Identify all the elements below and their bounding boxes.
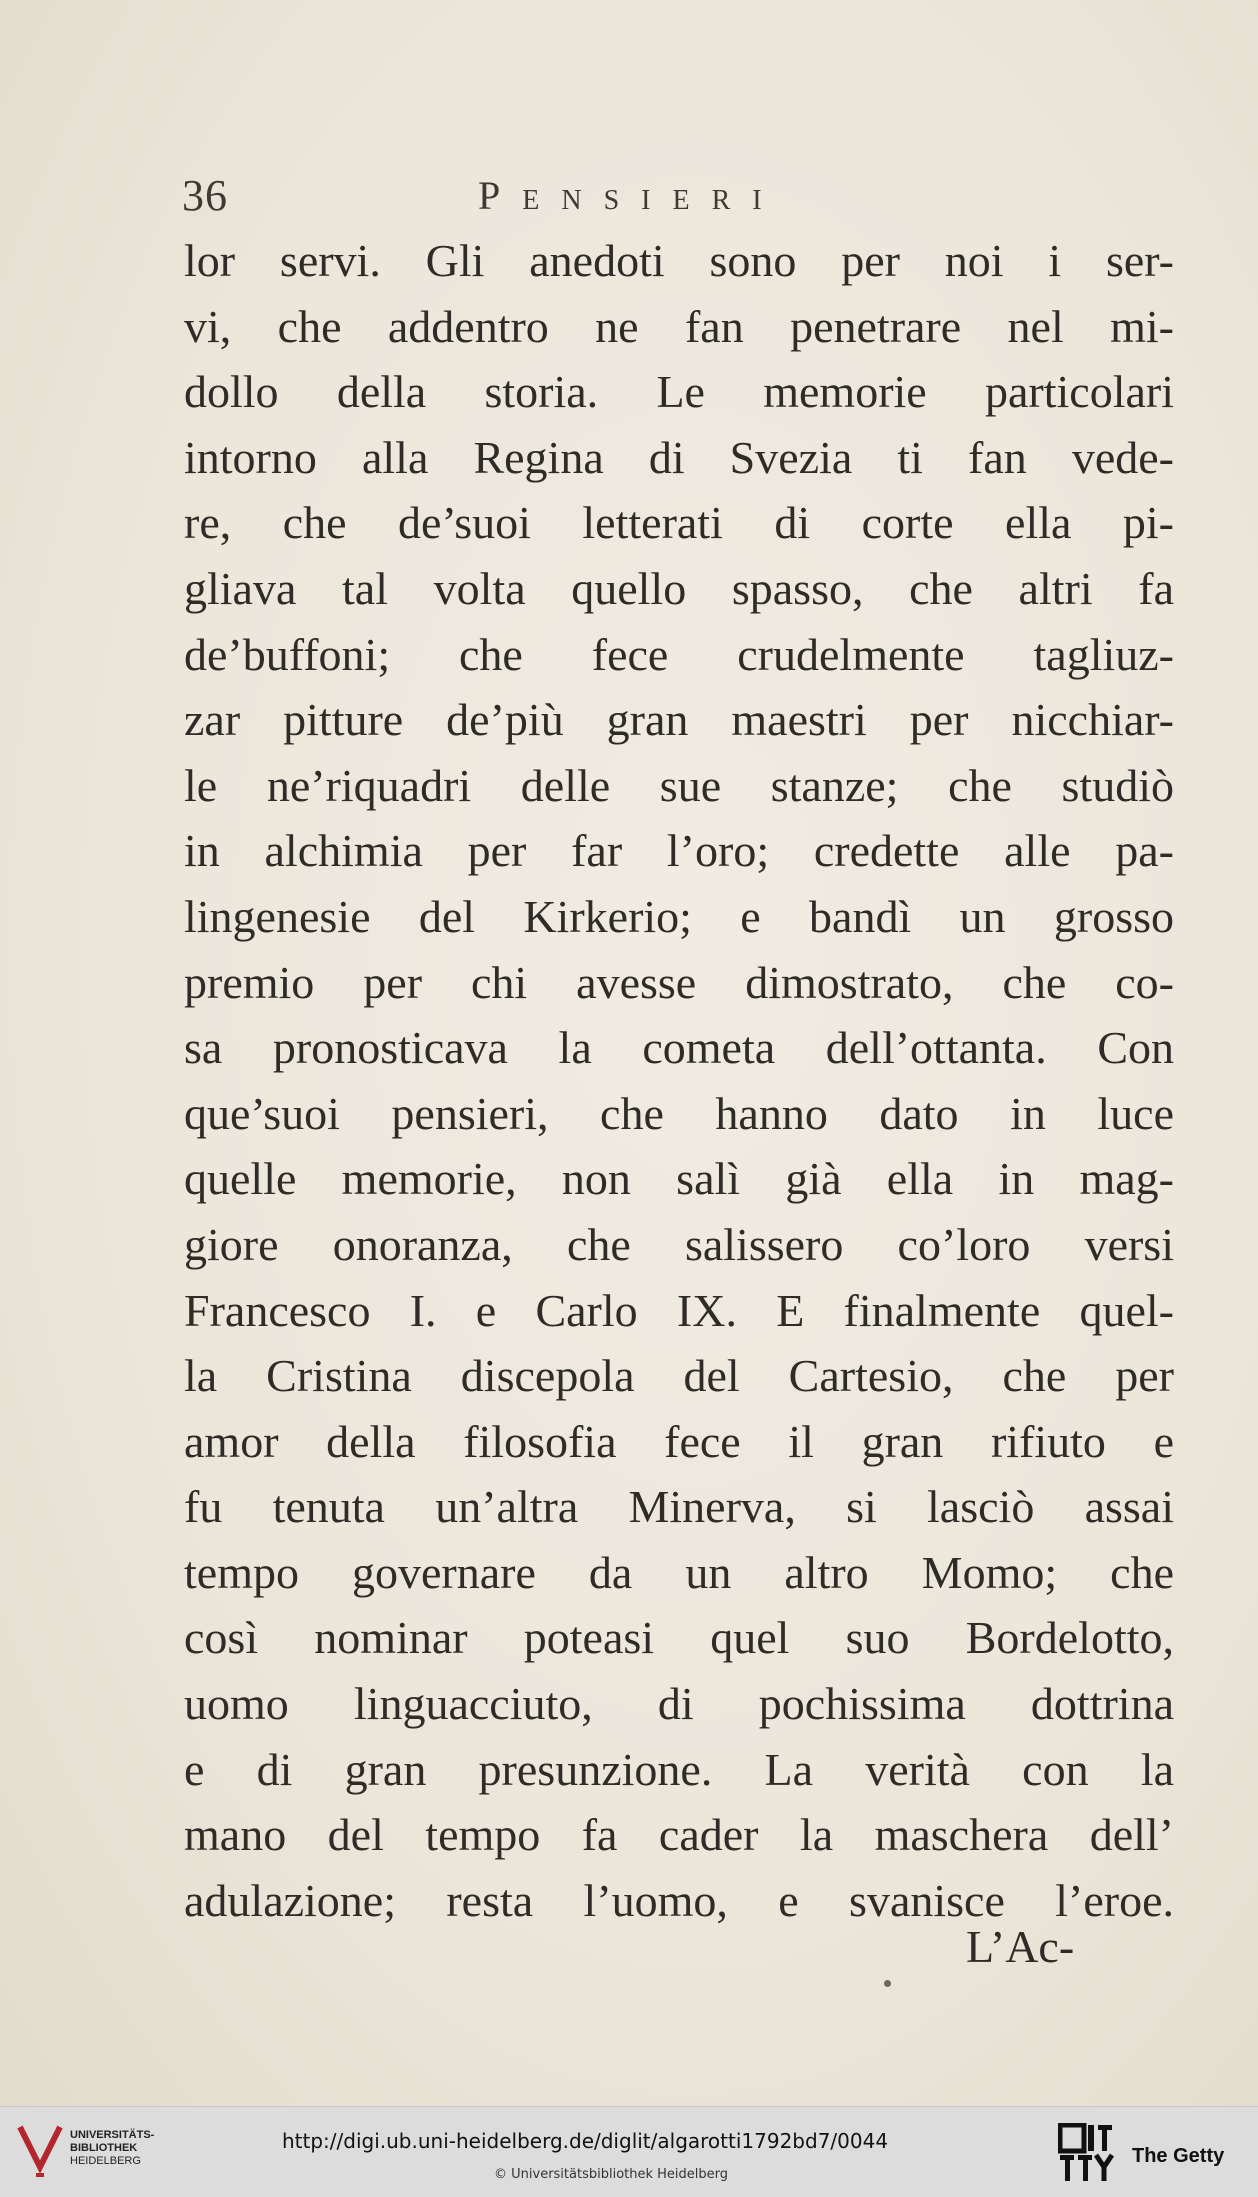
library-name bbox=[70, 2129, 220, 2168]
text-line: premio per chi avesse dimostrato, che co- bbox=[184, 956, 1174, 1008]
getty-logo-icon[interactable] bbox=[1058, 2123, 1114, 2183]
text-line: la Cristina discepola del Cartesio, che per bbox=[184, 1350, 1174, 1402]
text-line: le ne’riquadri delle sue stanze; che studiò bbox=[184, 759, 1174, 811]
text-line: mano del tempo fa cader la maschera dell’ bbox=[184, 1809, 1174, 1861]
text-line: de’buffoni; che fece crudelmente tagliuz- bbox=[184, 628, 1174, 680]
getty-name: The Getty bbox=[1132, 2145, 1225, 2167]
body-text bbox=[184, 228, 1174, 1933]
library-name-line: UNIVERSITÄTS- bbox=[70, 2129, 155, 2141]
text-line: amor della filosofia fece il gran rifiuto e bbox=[184, 1415, 1174, 1467]
text-line: fu tenuta un’altra Minerva, si lasciò assai bbox=[184, 1481, 1174, 1533]
text-line: que’suoi pensieri, che hanno dato in luce bbox=[184, 1087, 1174, 1139]
page-header bbox=[182, 170, 1182, 226]
text-line: uomo linguacciuto, di pochissima dottrina bbox=[184, 1678, 1174, 1730]
text-line: lor servi. Gli anedoti sono per noi i ser- bbox=[184, 235, 1174, 286]
page-number: 36 bbox=[182, 171, 228, 220]
text-line: sa pronosticava la cometa dell’ottanta. Con bbox=[184, 1022, 1174, 1074]
library-name-line: BIBLIOTHEK bbox=[70, 2142, 138, 2154]
text-line: dollo della storia. Le memorie particolari bbox=[184, 366, 1174, 418]
library-name-line: HEIDELBERG bbox=[70, 2155, 141, 2167]
copyright-notice: © Universitätsbibliothek Heidelberg bbox=[494, 2167, 729, 2182]
permalink-url[interactable]: http://digi.ub.uni-heidelberg.de/diglit/algarotti1792bd7/0044 bbox=[282, 2129, 889, 2153]
catchword: L’Ac- bbox=[966, 1921, 1075, 1972]
text-line: quelle memorie, non salì già ella in mag- bbox=[184, 1153, 1174, 1205]
ink-dot bbox=[884, 1980, 891, 1987]
text-line: così nominar poteasi quel suo Bordelotto, bbox=[184, 1612, 1174, 1664]
viewer-footer bbox=[0, 2106, 1258, 2197]
text-line: zar pitture de’più gran maestri per nicchiar- bbox=[184, 694, 1174, 746]
text-line: re, che de’suoi letterati di corte ella pi- bbox=[184, 497, 1174, 549]
text-line: intorno alla Regina di Svezia ti fan vede- bbox=[184, 431, 1174, 483]
text-line: giore onoranza, che salissero co’loro versi bbox=[184, 1218, 1174, 1270]
ub-heidelberg-logo-icon[interactable] bbox=[14, 2121, 66, 2183]
text-line: in alchimia per far l’oro; credette alle pa- bbox=[184, 825, 1174, 877]
running-title: Pensieri bbox=[478, 173, 784, 218]
text-line: vi, che addentro ne fan penetrare nel mi- bbox=[184, 300, 1174, 352]
text-line: gliava tal volta quello spasso, che altri fa bbox=[184, 562, 1174, 614]
text-line: adulazione; resta l’uomo, e svanisce l’eroe. bbox=[184, 1874, 1174, 1926]
text-line: e di gran presunzione. La verità con la bbox=[184, 1743, 1174, 1795]
text-line: lingenesie del Kirkerio; e bandì un grosso bbox=[184, 890, 1174, 942]
text-line: tempo governare da un altro Momo; che bbox=[184, 1546, 1174, 1598]
text-line: Francesco I. e Carlo IX. E finalmente quel- bbox=[184, 1284, 1174, 1336]
